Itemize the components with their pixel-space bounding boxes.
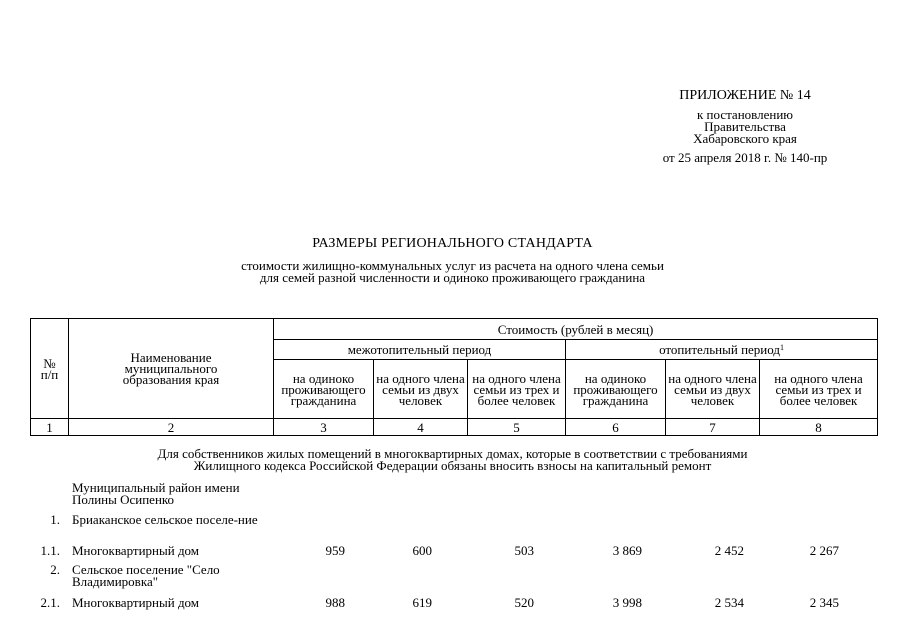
row-value-single-heat: 3 998 (612, 595, 642, 610)
document-subtitle-1: стоимости жилищно-коммунальных услуг из расчета на одного члена семьи (241, 258, 664, 273)
document-subtitle-2: для семей разной численности и одиноко проживающего гражданина (259, 270, 646, 285)
row-value-three-inter: 503 (514, 543, 534, 558)
row-name: Муниципальный район имени Полины Осипенко (72, 480, 240, 507)
header-period-inter: межотопительный период (274, 340, 566, 360)
document-title: РАЗМЕРЫ РЕГИОНАЛЬНОГО СТАНДАРТА (312, 236, 593, 251)
appendix-line-1: к постановлению (696, 107, 794, 122)
row-value-two-heat: 2 534 (714, 595, 744, 610)
row-name: Сельское поселение "Село Владимировка" (72, 562, 220, 589)
col-number-6: 6 (566, 419, 666, 436)
col-number-4: 4 (374, 419, 468, 436)
header-cost: Стоимость (рублей в месяц) (274, 319, 878, 340)
appendix-line-2: Правительства (704, 119, 786, 134)
header-sub-single-heat: на одиноко проживающего гражданина (566, 360, 666, 419)
row-value-three-heat: 2 267 (809, 543, 839, 558)
section-note (0, 448, 905, 472)
header-col-num: № п/п (31, 319, 69, 419)
row-value-two-inter: 619 (412, 595, 432, 610)
col-number-7: 7 (666, 419, 760, 436)
row-number: 1. (50, 512, 60, 527)
row-value-single-heat: 3 869 (612, 543, 642, 558)
period-heat-label: отопительный период (659, 342, 781, 357)
appendix-date: от 25 апреля 2018 г. № 140-пр (662, 150, 828, 165)
col-number-8: 8 (760, 419, 878, 436)
row-value-two-heat: 2 452 (714, 543, 744, 558)
header-sub-three-heat: на одного члена семьи из трех и более человек (760, 360, 878, 419)
row-number: 2. (50, 562, 60, 577)
cost-table-header (30, 318, 878, 436)
document-heading (0, 236, 905, 284)
header-sub-three-inter: на одного члена семьи из трех и более человек (468, 360, 566, 419)
section-note-line-1: Для собственников жилых помещений в многоквартирных домах, которые в соответствии с требованиями (157, 446, 748, 461)
appendix-line-3: Хабаровского края (693, 131, 797, 146)
row-value-three-inter: 520 (514, 595, 534, 610)
row-value-single-inter: 988 (325, 595, 345, 610)
header-sub-single-inter: на одиноко проживающего гражданина (274, 360, 374, 419)
section-note-line-2: Жилищного кодекса Российской Федерации обязаны вносить взносы на капитальный ремонт (193, 458, 712, 473)
header-sub-two-heat: на одного члена семьи из двух человек (666, 360, 760, 419)
footnote-mark: 1 (780, 343, 785, 352)
row-name: Бриаканское сельское поселе-ние (72, 512, 258, 527)
col-number-1: 1 (31, 419, 69, 436)
row-value-two-inter: 600 (412, 543, 432, 558)
appendix-block (640, 90, 850, 164)
row-number: 1.1. (40, 543, 60, 558)
row-name: Многоквартирный дом (72, 543, 200, 558)
row-name: Многоквартирный дом (72, 595, 200, 610)
appendix-title: ПРИЛОЖЕНИЕ № 14 (679, 88, 811, 103)
row-value-three-heat: 2 345 (809, 595, 839, 610)
col-number-5: 5 (468, 419, 566, 436)
row-value-single-inter: 959 (325, 543, 345, 558)
row-number: 2.1. (40, 595, 60, 610)
col-number-3: 3 (274, 419, 374, 436)
header-col-name: Наименование муниципального образования края (69, 319, 274, 419)
header-period-heat (566, 340, 878, 360)
header-sub-two-inter: на одного члена семьи из двух человек (374, 360, 468, 419)
col-number-2: 2 (69, 419, 274, 436)
